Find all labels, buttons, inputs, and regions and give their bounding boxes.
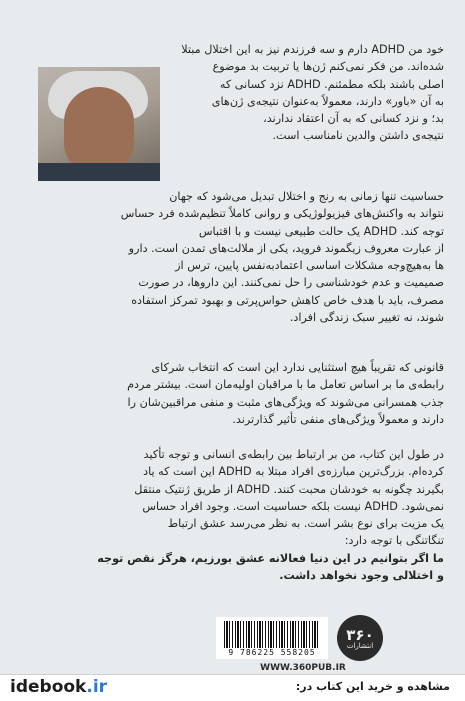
intro-line: خود من ADHD دارم و سه فرزندم نیز به این اختلال مبتلا	[181, 43, 444, 56]
relationships-line: قانونی که تقریباً هیچ استثنایی ندارد این است که انتخاب شرکای	[151, 361, 444, 374]
closing-quote-line: و اختلالی وجود نخواهد داشت.	[279, 569, 444, 583]
idebook-logo[interactable]	[10, 677, 107, 697]
paragraph-intro	[20, 41, 444, 145]
relationships-line: دارند و معمولاً ویژگی‌های منفی تأثیر گذارترند.	[232, 412, 444, 426]
attention-line: در طول این کتاب، من بر ارتباط بین رابطه‌ی انسانی و توجه تأکید	[143, 448, 444, 461]
attention-line: نمی‌شود. ADHD نیست بلکه حساسیت است. وجود افراد حساس	[142, 499, 444, 513]
intro-line: شده‌اند. من فکر نمی‌کنم ژن‌ها یا تربیت بد موضوع	[212, 60, 444, 74]
sensitivity-line: حساسیت تنها زمانی به رنج و اختلال تبدیل می‌شود که جهان	[169, 190, 444, 203]
publisher-website: WWW.360PUB.IR	[260, 663, 346, 673]
paragraph-sensitivity	[20, 188, 444, 326]
sensitivity-line: صمیمیت و عدم خودشناسی را حل نمی‌کنند. این داروها، در صورت	[138, 276, 444, 290]
relationships-line: جذب همسرانی می‌شوند که ویژگی‌های مثبت و منفی مراقبین‌شان را	[127, 395, 444, 409]
intro-line: به آن «باور» دارند، معمولاً به‌عنوان نتیجه‌ی ژن‌های	[211, 94, 444, 108]
attention-line: کرده‌ام. بزرگ‌ترین مبارزه‌ی افراد مبتلا به ADHD این است که یاد	[143, 465, 444, 479]
author-shirt	[38, 163, 160, 181]
sensitivity-line: از عبارت معروف زیگموند فروید، یکی از ملالت‌های تمدن است. دارو	[128, 241, 444, 255]
publisher-logo-number: ۳۶۰	[346, 626, 374, 644]
sensitivity-line: شوند، نه تغییر سبک زندگی افراد.	[289, 311, 444, 325]
intro-line: بد؛ و نزد کسانی که به آن اعتقاد ندارند،	[263, 112, 444, 126]
barcode-bars	[224, 621, 320, 648]
isbn-barcode	[216, 617, 328, 659]
publisher-logo-label: انتشارات	[346, 642, 374, 650]
intro-line: اصلی باشند بلکه مطمئنم. ADHD نزد کسانی که	[219, 77, 444, 91]
isbn-number: 9 786225 558205	[228, 648, 316, 657]
idebook-logo-tld: .ir	[86, 677, 108, 697]
publisher-logo	[337, 615, 383, 661]
sensitivity-line: مصرف، باید با هدف خاص کاهش حواس‌پرتی و بهبود تمرکز استفاده	[131, 293, 444, 307]
footer-caption: مشاهده و خرید این کتاب در:	[295, 680, 450, 693]
sensitivity-line: توجه کند. ADHD یک حالت طبیعی نیست و با اقتباس	[198, 224, 444, 238]
paragraph-attention	[20, 446, 444, 584]
idebook-logo-name: idebook	[10, 677, 87, 697]
sensitivity-line: نتواند به واکنش‌های فیزیولوژیکی و روانی کاملاً تنظیم‌شده فرد حساس	[120, 207, 444, 221]
attention-line: تنگاتنگی با توجه دارد:	[344, 534, 444, 548]
attention-line: یک مزیت برای نوع بشر است. به نظر می‌رسد عشق ارتباط	[167, 517, 444, 531]
attention-line: بگیرند چگونه به خودشان محبت کنند. ADHD از طریق ژنتیک منتقل	[134, 482, 444, 496]
relationships-line: رابطه‌ی ما بر اساس تعامل ما با مراقبان اولیه‌مان است. بیشتر مردم	[127, 378, 444, 392]
sensitivity-line: ها به‌هیچ‌وجه مشکلات اساسی اعتمادبه‌نفس پایین، ترس از	[175, 259, 444, 273]
closing-quote-line: ما اگر بتوانیم در این دنیا فعالانه عشق بورزیم، هرگز نقص توجه	[97, 551, 444, 565]
footer-banner[interactable]	[0, 674, 465, 701]
intro-line: نتیجه‌ی داشتن والدین نامناسب است.	[272, 129, 444, 143]
paragraph-relationships	[20, 359, 444, 428]
